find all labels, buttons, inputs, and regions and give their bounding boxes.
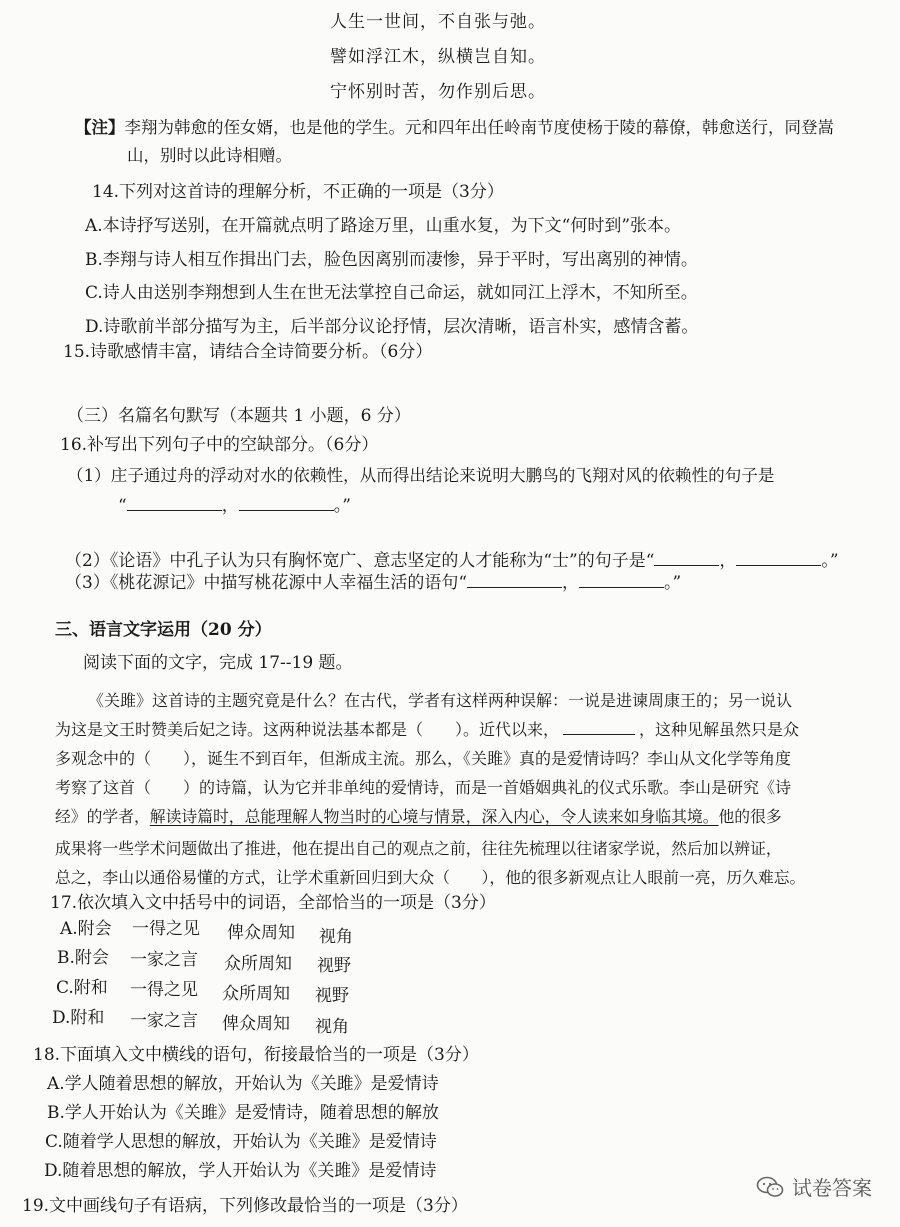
note-label: 【注】: [75, 118, 125, 137]
passage-blank[interactable]: [563, 719, 635, 735]
comma: ，: [562, 573, 580, 593]
q19-stem: 19.文中画线句子有语病，下列修改最恰当的一项是（3分）: [22, 1196, 468, 1216]
q18-option-b: B.学人开始认为《关雎》是爱情诗，随着思想的解放: [47, 1103, 439, 1123]
q17-stem: 17.依次填入文中括号中的词语，全部恰当的一项是（3分）: [50, 893, 496, 913]
q17-option-c-word-1: 一得之见: [130, 980, 198, 1000]
q17-option-b-word-1: 一家之言: [130, 950, 198, 970]
q17-option-d-word-2: 俾众周知: [222, 1014, 290, 1034]
passage-line-3: 多观念中的（ ），诞生不到百年，但渐成主流。那么，《关雎》真的是爱情诗吗？李山从文化学等角度: [55, 749, 792, 768]
watermark-text: 试卷答案: [792, 1176, 872, 1200]
q16-stem: 16.补写出下列句子中的空缺部分。（6分）: [60, 435, 379, 455]
q16-part-2: [65, 549, 839, 572]
q16-part-1: （1）庄子通过舟的浮动对水的依赖性，从而得出结论来说明大鹏鸟的飞翔对风的依赖性的句子是: [67, 466, 775, 485]
passage-line-5-head: 经》的学者，: [55, 807, 150, 826]
part-3-intro: 阅读下面的文字，完成 17--19 题。: [83, 653, 353, 673]
q16-part-3-text: （3）《桃花源记》中描写桃花源中人幸福生活的语句“: [65, 573, 468, 593]
q17-option-a-word-1: 一得之见: [132, 919, 200, 939]
comma: ，: [221, 496, 239, 516]
q16-part-2-text: （2）《论语》中孔子认为只有胸怀宽广、意志坚定的人才能称为“士”的句子是“: [65, 551, 655, 571]
q17-option-d-label: D.附和: [52, 1008, 105, 1028]
q18-option-c: C.随着学人思想的解放，开始认为《关雎》是爱情诗: [45, 1132, 437, 1152]
underlined-sentence: 解读诗篇时，总能理解人物当时的心境与情景，深入内心，令人读来如身临其境。: [149, 807, 719, 826]
comma: ，: [719, 551, 737, 571]
answer-blank[interactable]: [467, 571, 562, 588]
q18-option-d: D.随着思想的解放，学人开始认为《关雎》是爱情诗: [44, 1161, 437, 1181]
passage-line-5: [55, 806, 782, 828]
q14-option-a: A.本诗抒写送别，在开篇就点明了路途万里，山重水复，为下文“何时到”张本。: [85, 216, 682, 236]
q17-option-b-label: B.附会: [57, 948, 109, 968]
q17-option-c-label: C.附和: [56, 978, 108, 998]
passage-line-6: 成果将一些学术问题做出了推进，他在提出自己的观点之前，往往先梳理以往诸家学说，然后加以辨证，: [55, 839, 782, 858]
q14-stem: 14.下列对这首诗的理解分析，不正确的一项是（3分）: [92, 182, 504, 202]
q17-option-c-word-3: 视野: [315, 986, 349, 1006]
q15-stem: 15.诗歌感情丰富，请结合全诗简要分析。（6分）: [63, 342, 433, 362]
answer-blank[interactable]: [654, 549, 719, 566]
note-line-2: 山，别时以此诗相赠。: [127, 146, 292, 165]
poem-line-3: 宁怀别时苦，勿作别后思。: [330, 82, 546, 102]
passage-line-1: 《关雎》这首诗的主题究竟是什么？在古代，学者有这样两种误解：一说是进谏周康王的；另一说认: [88, 691, 793, 710]
q17-option-a-word-2: 俾众周知: [227, 923, 295, 943]
q18-option-a: A.学人随着思想的解放，开始认为《关雎》是爱情诗: [47, 1074, 439, 1094]
q17-option-c-word-2: 众所周知: [222, 984, 290, 1004]
close-quote: 。”: [664, 573, 682, 593]
answer-blank[interactable]: [579, 571, 664, 588]
open-quote: “: [118, 496, 127, 516]
q18-stem: 18.下面填入文中横线的语句，衔接最恰当的一项是（3分）: [33, 1045, 479, 1065]
q16-part-3: [65, 571, 681, 594]
passage-line-5-tail: 他的很多: [718, 807, 782, 826]
q17-option-b-word-3: 视野: [317, 956, 351, 976]
passage-line-2-tail: ，这种见解虽然只是众: [639, 720, 800, 739]
wechat-icon: [756, 1175, 784, 1199]
answer-blank[interactable]: [239, 494, 334, 511]
answer-blank[interactable]: [736, 549, 821, 566]
watermark: [756, 1172, 872, 1201]
part-3-title: 三、语言文字运用（20 分）: [55, 620, 272, 640]
q14-option-c: C.诗人由送别李翔想到人生在世无法掌控自己命运，就如同江上浮木，不知所至。: [85, 283, 698, 303]
q17-option-a-word-3: 视角: [319, 927, 353, 947]
answer-blank[interactable]: [127, 494, 222, 511]
q17-option-d-word-1: 一家之言: [130, 1011, 198, 1031]
q14-option-d: D.诗歌前半部分描写为主，后半部分议论抒情，层次清晰，语言朴实，感情含蓄。: [85, 317, 699, 337]
poem-line-1: 人生一世间，不自张与弛。: [330, 12, 546, 32]
q16-part-1-blanks: [118, 494, 351, 517]
note-text-1: 李翔为韩愈的侄女婿，也是他的学生。元和四年出任岭南节度使杨于陵的幕僚，韩愈送行，同登嵩: [124, 118, 834, 137]
passage-line-2-text: 为这是文王时赞美后妃之诗。这两种说法基本都是（ ）。近代以来，: [55, 720, 560, 739]
section-3-title: （三）名篇名句默写（本题共 1 小题，6 分）: [67, 406, 411, 426]
close-quote: 。”: [333, 496, 351, 516]
poem-line-2: 譬如浮江木，纵横岂自知。: [330, 47, 546, 67]
q17-option-b-word-2: 众所周知: [224, 954, 292, 974]
close-quote: 。”: [821, 551, 839, 571]
note-line-1: [75, 117, 834, 139]
passage-line-7: 总之，李山以通俗易懂的方式，让学术重新回归到大众（ ），他的很多新观点让人眼前一亮，历久难忘。: [55, 868, 806, 887]
q17-option-d-word-3: 视角: [315, 1017, 349, 1037]
q17-option-a-label: A.附会: [60, 919, 112, 939]
q14-option-b: B.李翔与诗人相互作揖出门去，脸色因离别而凄惨，异于平时，写出离别的神情。: [85, 250, 698, 270]
passage-line-4: 考察了这首（ ）的诗篇，认为它并非单纯的爱情诗，而是一首婚姻典礼的仪式乐歌。李山是研究《诗: [55, 778, 792, 797]
passage-line-2: [55, 719, 799, 741]
